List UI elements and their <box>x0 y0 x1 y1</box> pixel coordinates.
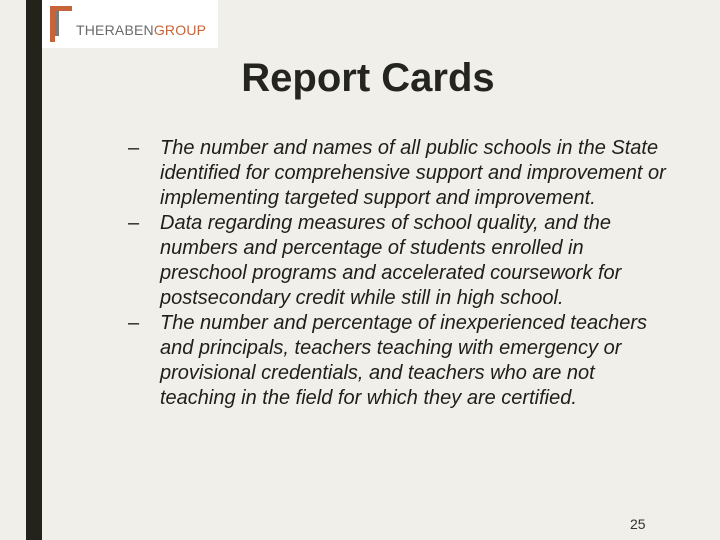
bullet-item <box>128 211 668 311</box>
bullet-text: The number and names of all public schools in the State identified for comprehensive support and improvement or implementing targeted support and improvement. <box>160 137 666 209</box>
logo-wordmark-prefix: THERABEN <box>76 22 154 38</box>
bullet-text: The number and percentage of inexperienced teachers and principals, teachers teaching with emergency or provisional credentials, and teachers who are not teaching in the field for which they are certified. <box>160 312 647 409</box>
logo-wordmark-suffix: GROUP <box>153 22 207 38</box>
bullet-dash: – <box>128 137 140 159</box>
bullet-item <box>128 136 668 211</box>
slide-title: Report Cards <box>241 56 495 100</box>
bullet-list <box>128 136 668 411</box>
page-number: 25 <box>630 516 646 532</box>
bullet-item <box>128 311 668 411</box>
bullet-dash: – <box>128 212 140 234</box>
company-logo <box>42 0 218 48</box>
bullet-dash: – <box>128 312 140 334</box>
corner-bracket-logo-icon <box>50 6 72 42</box>
bullet-text: Data regarding measures of school quality, and the numbers and percentage of students enrolled in preschool programs and accelerated coursework for postsecondary credit while still in high school. <box>160 212 622 309</box>
logo-wordmark <box>76 22 206 38</box>
